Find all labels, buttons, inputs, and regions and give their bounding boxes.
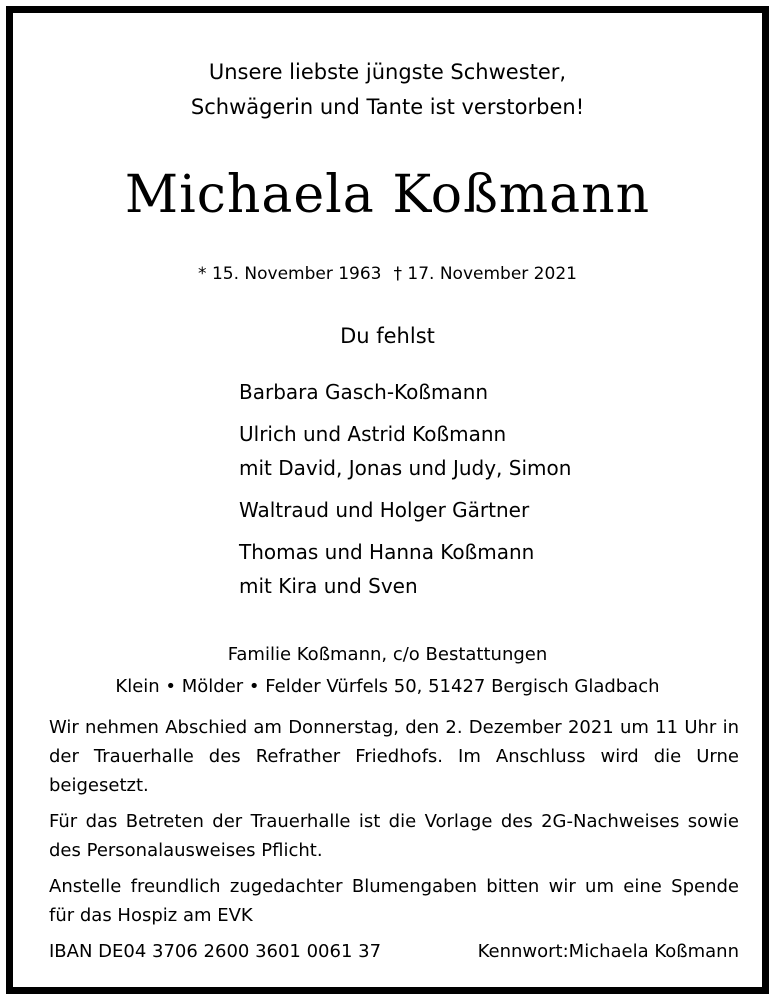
mourner-line: Ulrich und Astrid Koßmann	[239, 422, 507, 446]
notice-frame	[6, 6, 769, 994]
mourner-group	[239, 417, 719, 485]
death-date: † 17. November 2021	[393, 264, 577, 284]
mourner-line: mit Kira und Sven	[239, 574, 418, 598]
address-line-2: Klein • Mölder • Felder Vürfels 50, 51427 Bergisch Gladbach	[115, 676, 660, 697]
family-address	[13, 639, 762, 703]
donation-paragraph: Anstelle freundlich zugedachter Blumengaben bitten wir um eine Spende für das Hospiz am EVK	[49, 876, 739, 926]
mourner-line: Thomas und Hanna Koßmann	[239, 540, 535, 564]
mourner-group	[239, 493, 719, 527]
mourner-line: Waltraud und Holger Gärtner	[239, 498, 530, 522]
deceased-name: Michaela Koßmann	[124, 165, 651, 225]
obituary-notice	[13, 13, 762, 987]
birth-date: * 15. November 1963	[198, 264, 382, 284]
mourner-line: mit David, Jonas und Judy, Simon	[239, 456, 572, 480]
mourner-group	[239, 535, 719, 603]
intro-line-2: Schwägerin und Tante ist verstorben!	[190, 95, 585, 119]
donation-keyword: Kennwort:Michaela Koßmann	[477, 941, 739, 962]
address-line-1: Familie Koßmann, c/o Bestattungen	[227, 644, 548, 665]
iban: IBAN DE04 3706 2600 3601 0061 37	[49, 941, 382, 962]
intro-line-1: Unsere liebste jüngste Schwester,	[208, 60, 567, 84]
mourner-group	[239, 375, 719, 409]
intro-text	[13, 55, 762, 125]
mourners-list	[239, 375, 719, 611]
requirements-paragraph: Für das Betreten der Trauerhalle ist die Vorlage des 2G-Nachweises sowie des Personalausweises Pflicht.	[49, 811, 739, 861]
motto: Du fehlst	[340, 324, 435, 348]
farewell-paragraph: Wir nehmen Abschied am Donnerstag, den 2. Dezember 2021 um 11 Uhr in der Trauerhalle des Refrather Friedhofs. Im Anschluss wird die Urne beigesetzt.	[49, 717, 739, 796]
ceremony-info	[49, 713, 739, 966]
life-dates	[13, 261, 762, 287]
bank-details	[49, 937, 739, 966]
mourner-line: Barbara Gasch-Koßmann	[239, 380, 489, 404]
